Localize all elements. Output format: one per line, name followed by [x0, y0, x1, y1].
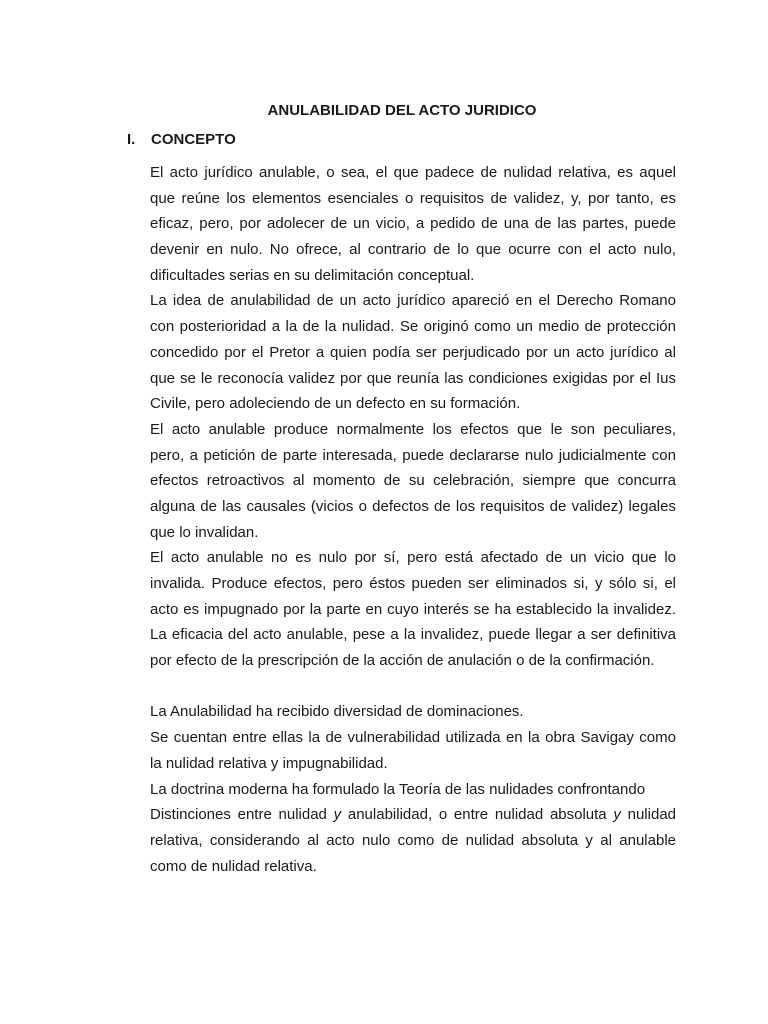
paragraph-line: La doctrina moderna ha formulado la Teoría de las nulidades confrontando: [150, 780, 646, 798]
paragraph-line: dificultades serias en su delimitación conceptual.: [150, 266, 475, 284]
paragraph-line: alguna de las causales (vicios o defectos de los requisitos de validez) legales: [150, 497, 676, 515]
paragraph-line: El acto anulable produce normalmente los efectos que le son peculiares,: [150, 420, 676, 438]
paragraph-line: con posterioridad a la de la nulidad. Se originó como un medio de protección: [150, 318, 676, 336]
paragraph-line: El acto jurídico anulable, o sea, el que padece de nulidad relativa, es aquel: [150, 164, 676, 181]
paragraph-line: Se cuentan entre ellas la de vulnerabilidad utilizada en la obra Savigay como: [150, 729, 676, 747]
paragraph-line: devenir en nulo. No ofrece, al contrario de lo que ocurre con el acto nulo,: [150, 241, 676, 259]
paragraph-line: por efecto de la prescripción de la acción de anulación o de la confirmación.: [150, 652, 655, 670]
paragraph-line: eficaz, pero, por adolecer de un vicio, a pedido de una de las partes, puede: [150, 215, 676, 233]
section-heading: [127, 130, 236, 150]
section-title: CONCEPTO: [151, 131, 236, 148]
paragraph-line: relativa, considerando al acto nulo como de nulidad absoluta y al anulable: [150, 831, 676, 849]
paragraph-line: La eficacia del acto anulable, pese a la invalidez, puede llegar a ser definitiva: [150, 626, 676, 644]
paragraph-line: La idea de anulabilidad de un acto jurídico apareció en el Derecho Romano: [150, 292, 676, 310]
paragraph-line: concedido por el Pretor a quien podía ser perjudicado por un acto jurídico al: [150, 343, 676, 361]
document-title: ANULABILIDAD DEL ACTO JURIDICO: [267, 102, 537, 119]
paragraph-line: El acto anulable no es nulo por sí, pero está afectado de un vicio que lo: [150, 549, 676, 567]
paragraph-line: Civile, pero adoleciendo de un defecto en su formación.: [150, 395, 521, 413]
paragraph-line: Distinciones entre nulidad y anulabilidad, o entre nulidad absoluta y nulidad: [150, 806, 676, 824]
paragraph-line: la nulidad relativa y impugnabilidad.: [150, 754, 388, 772]
paragraph-line: que se le reconocía validez por que reunía las condiciones exigidas por el Ius: [150, 369, 676, 387]
paragraph-line: efectos retroactivos al momento de su celebración, siempre que concurra: [150, 472, 676, 490]
paragraph-line: acto es impugnado por la parte en cuyo interés se ha establecido la invalidez.: [150, 600, 676, 618]
body-text: [150, 160, 676, 879]
paragraph-line: que reúne los elementos esenciales o requisitos de validez, y, por tanto, es: [150, 189, 676, 207]
section-number: I.: [127, 131, 136, 148]
paragraph-line: pero, a petición de parte interesada, puede declararse nulo judicialmente con: [150, 446, 676, 464]
paragraph-line: invalida. Produce efectos, pero éstos pueden ser eliminados si, y sólo si, el: [150, 575, 676, 592]
paragraph-line: que lo invalidan.: [150, 523, 259, 541]
blank-line: [150, 674, 676, 700]
paragraph-line: La Anulabilidad ha recibido diversidad de dominaciones.: [150, 703, 524, 721]
paragraph-line: como de nulidad relativa.: [150, 857, 317, 875]
